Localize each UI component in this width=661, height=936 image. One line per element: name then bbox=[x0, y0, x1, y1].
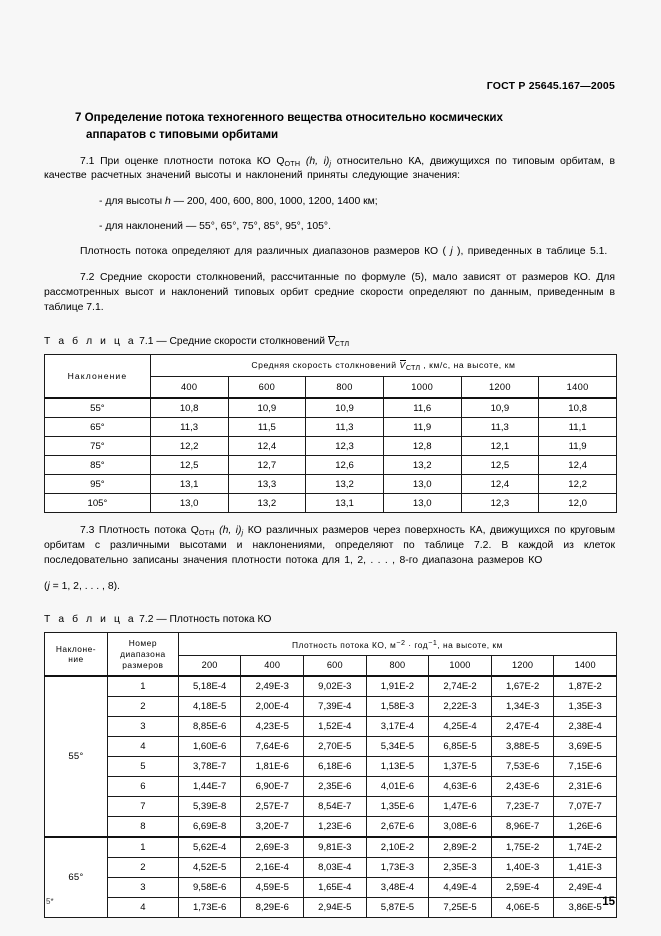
header-incl-line1: Наклоне- bbox=[55, 643, 97, 654]
cell-value: 1,13E-5 bbox=[366, 757, 429, 777]
page-footer bbox=[44, 886, 617, 908]
p73-text-c: КО различных размеров через поверхность КА, движущихся по круговым орбитам с различными высотами и наклонениями, определяют по таблице 7.2. В каждой из клеток последовательно записаны значения плотности потока для 1, 2, . . . , 8-го диапазона размеров КО bbox=[44, 525, 615, 566]
cell-value: 5,87E-5 bbox=[366, 898, 429, 918]
table-row bbox=[45, 757, 617, 777]
cell-value: 2,43E-6 bbox=[491, 777, 554, 797]
caption-prefix: Т а б л и ц а bbox=[44, 614, 137, 626]
cell-range-number: 7 bbox=[107, 797, 178, 817]
cell-range-number: 3 bbox=[107, 878, 178, 898]
cell-range-number: 3 bbox=[107, 717, 178, 737]
cell-inclination: 95° bbox=[45, 475, 151, 494]
table-7-1-col-1000: 1000 bbox=[383, 377, 461, 399]
p73-text-a: 7.3 Плотность потока Q bbox=[80, 525, 199, 537]
p73-text-b: (h, i) bbox=[214, 525, 242, 537]
table-row bbox=[45, 717, 617, 737]
cell-value: 11,5 bbox=[228, 418, 306, 437]
cell-value: 1,40E-3 bbox=[491, 858, 554, 878]
cell-value: 2,89E-2 bbox=[429, 837, 492, 858]
dash1-post: — 200, 400, 600, 800, 1000, 1200, 1400 км; bbox=[170, 195, 378, 207]
cell-value: 10,9 bbox=[461, 398, 539, 418]
table-row bbox=[45, 475, 617, 494]
cell-value: 1,87E-2 bbox=[554, 676, 617, 697]
clause-title-line1: 7 Определение потока техногенного вещества относительно космических bbox=[75, 111, 503, 124]
cell-value: 6,69E-8 bbox=[178, 817, 241, 838]
cell-range-number: 5 bbox=[107, 757, 178, 777]
cell-value: 2,00E-4 bbox=[241, 697, 304, 717]
dash1-variable: h bbox=[164, 195, 171, 207]
table-row bbox=[45, 456, 617, 475]
cell-value: 3,17E-4 bbox=[366, 717, 429, 737]
cell-value: 1,73E-6 bbox=[178, 898, 241, 918]
cell-value: 11,6 bbox=[383, 398, 461, 418]
cell-value: 10,8 bbox=[539, 398, 617, 418]
cell-range-number: 2 bbox=[107, 858, 178, 878]
span-symbol-sub: СТЛ bbox=[405, 362, 421, 372]
cell-value: 13,0 bbox=[383, 475, 461, 494]
cell-inclination: 75° bbox=[45, 437, 151, 456]
table-7-2-col-1000: 1000 bbox=[429, 656, 492, 677]
cell-value: 12,2 bbox=[539, 475, 617, 494]
clause-title bbox=[44, 110, 617, 144]
table-7-2-col-1400: 1400 bbox=[554, 656, 617, 677]
cell-value: 12,3 bbox=[461, 494, 539, 513]
table-row bbox=[45, 398, 617, 418]
table-7-2-header-row-1 bbox=[45, 633, 617, 656]
cell-range-number: 8 bbox=[107, 817, 178, 838]
cell-value: 7,53E-6 bbox=[491, 757, 554, 777]
table-7-1-header-span bbox=[150, 355, 616, 377]
span-text-a: Средняя скорость столкновений bbox=[251, 359, 400, 370]
cell-value: 9,02E-3 bbox=[304, 676, 367, 697]
cell-value: 1,52E-4 bbox=[304, 717, 367, 737]
table-7-2-col-1200: 1200 bbox=[491, 656, 554, 677]
cell-value: 5,18E-4 bbox=[178, 676, 241, 697]
cell-range-number: 4 bbox=[107, 898, 178, 918]
cell-value: 5,34E-5 bbox=[366, 737, 429, 757]
cell-value: 2,22E-3 bbox=[429, 697, 492, 717]
table-7-2-col-200: 200 bbox=[178, 656, 241, 677]
cell-inclination: 65° bbox=[45, 418, 151, 437]
cell-value: 1,47E-6 bbox=[429, 797, 492, 817]
cell-value: 13,2 bbox=[306, 475, 384, 494]
cell-value: 7,07E-7 bbox=[554, 797, 617, 817]
cell-value: 4,49E-4 bbox=[429, 878, 492, 898]
table-row bbox=[45, 697, 617, 717]
cell-value: 1,44E-7 bbox=[178, 777, 241, 797]
cell-value: 7,25E-5 bbox=[429, 898, 492, 918]
cell-value: 11,1 bbox=[539, 418, 617, 437]
table-row bbox=[45, 797, 617, 817]
table-7-2-header-range bbox=[107, 633, 178, 677]
cell-value: 4,23E-5 bbox=[241, 717, 304, 737]
cell-value: 4,52E-5 bbox=[178, 858, 241, 878]
cell-value: 11,3 bbox=[306, 418, 384, 437]
table-row bbox=[45, 837, 617, 858]
table-row bbox=[45, 817, 617, 838]
cell-value: 11,9 bbox=[383, 418, 461, 437]
span-text-b: , км/с, на высоте, км bbox=[420, 359, 516, 370]
cell-value: 7,64E-6 bbox=[241, 737, 304, 757]
cell-value: 9,81E-3 bbox=[304, 837, 367, 858]
cell-value: 1,37E-5 bbox=[429, 757, 492, 777]
table-row bbox=[45, 437, 617, 456]
span-sup-2: −1 bbox=[428, 637, 438, 647]
cell-value: 12,5 bbox=[461, 456, 539, 475]
cell-inclination-group: 65° bbox=[45, 837, 108, 918]
table-7-2-header-inclination bbox=[45, 633, 108, 677]
cell-value: 11,3 bbox=[461, 418, 539, 437]
cell-range-number: 1 bbox=[107, 837, 178, 858]
cell-value: 1,35E-6 bbox=[366, 797, 429, 817]
caption-text: 7.1 — Средние скорости столкновений bbox=[139, 335, 326, 347]
span-text-a: Плотность потока КО, м bbox=[292, 640, 397, 651]
paragraph-7-1-dash-1 bbox=[44, 195, 617, 210]
cell-value: 13,0 bbox=[150, 494, 228, 513]
table-7-1-col-800: 800 bbox=[306, 377, 384, 399]
cell-value: 12,4 bbox=[228, 437, 306, 456]
cell-value: 11,3 bbox=[150, 418, 228, 437]
table-row bbox=[45, 676, 617, 697]
cell-value: 8,03E-4 bbox=[304, 858, 367, 878]
cell-value: 1,67E-2 bbox=[491, 676, 554, 697]
cell-value: 10,8 bbox=[150, 398, 228, 418]
table-7-1 bbox=[44, 354, 617, 513]
cell-value: 2,70E-5 bbox=[304, 737, 367, 757]
cell-value: 4,25E-4 bbox=[429, 717, 492, 737]
cell-inclination: 85° bbox=[45, 456, 151, 475]
cell-value: 6,85E-5 bbox=[429, 737, 492, 757]
table-7-1-header-row-1 bbox=[45, 355, 617, 377]
cell-value: 12,4 bbox=[539, 456, 617, 475]
paragraph-7-3-tail: (j = 1, 2, . . . , 8). bbox=[44, 580, 120, 592]
page-content bbox=[44, 28, 617, 914]
cell-value: 12,2 bbox=[150, 437, 228, 456]
header-range-line2: диапазона bbox=[120, 648, 166, 659]
table-7-1-caption bbox=[44, 336, 617, 348]
cell-value: 13,0 bbox=[383, 494, 461, 513]
paragraph-7-1-tail bbox=[44, 245, 617, 260]
cell-range-number: 1 bbox=[107, 676, 178, 697]
cell-value: 12,3 bbox=[306, 437, 384, 456]
caption-text: 7.2 — Плотность потока КО bbox=[139, 614, 272, 626]
table-row bbox=[45, 777, 617, 797]
cell-value: 7,23E-7 bbox=[491, 797, 554, 817]
span-symbol-bar: V bbox=[399, 359, 406, 370]
cell-value: 3,88E-5 bbox=[491, 737, 554, 757]
cell-value: 2,67E-6 bbox=[366, 817, 429, 838]
cell-value: 8,85E-6 bbox=[178, 717, 241, 737]
span-text-b: , на высоте, км bbox=[437, 640, 503, 651]
cell-value: 12,5 bbox=[150, 456, 228, 475]
cell-value: 2,69E-3 bbox=[241, 837, 304, 858]
cell-value: 12,0 bbox=[539, 494, 617, 513]
table-7-2-col-800: 800 bbox=[366, 656, 429, 677]
cell-range-number: 2 bbox=[107, 697, 178, 717]
cell-value: 6,18E-6 bbox=[304, 757, 367, 777]
paragraph-7-1-dash-2: - для наклонений — 55°, 65°, 75°, 85°, 95°, 105°. bbox=[99, 220, 331, 232]
caption-prefix: Т а б л и ц а bbox=[44, 335, 137, 347]
cell-value: 1,41E-3 bbox=[554, 858, 617, 878]
cell-inclination: 55° bbox=[45, 398, 151, 418]
cell-value: 3,78E-7 bbox=[178, 757, 241, 777]
table-row bbox=[45, 737, 617, 757]
cell-value: 12,6 bbox=[306, 456, 384, 475]
cell-value: 1,26E-6 bbox=[554, 817, 617, 838]
clause-title-line2: аппаратов с типовыми орбитами bbox=[86, 127, 279, 141]
cell-value: 2,57E-7 bbox=[241, 797, 304, 817]
cell-value: 8,29E-6 bbox=[241, 898, 304, 918]
header-incl-line2: ние bbox=[68, 654, 84, 665]
cell-value: 3,20E-7 bbox=[241, 817, 304, 838]
signature-mark: 5* bbox=[46, 897, 54, 906]
cell-value: 12,4 bbox=[461, 475, 539, 494]
cell-value: 13,2 bbox=[228, 494, 306, 513]
cell-value: 2,49E-3 bbox=[241, 676, 304, 697]
header-range-line3: размеров bbox=[122, 659, 164, 670]
cell-value: 1,34E-3 bbox=[491, 697, 554, 717]
caption-symbol-bar: V bbox=[327, 335, 335, 347]
cell-value: 1,65E-4 bbox=[304, 878, 367, 898]
table-7-1-col-600: 600 bbox=[228, 377, 306, 399]
cell-value: 13,3 bbox=[228, 475, 306, 494]
cell-value: 12,8 bbox=[383, 437, 461, 456]
cell-value: 12,7 bbox=[228, 456, 306, 475]
p73-subscript: ОТН bbox=[198, 528, 215, 538]
cell-range-number: 4 bbox=[107, 737, 178, 757]
cell-value: 2,94E-5 bbox=[304, 898, 367, 918]
table-7-2-col-400: 400 bbox=[241, 656, 304, 677]
cell-value: 7,15E-6 bbox=[554, 757, 617, 777]
running-head: ГОСТ Р 25645.167—2005 bbox=[486, 80, 615, 92]
cell-value: 6,90E-7 bbox=[241, 777, 304, 797]
cell-value: 13,2 bbox=[383, 456, 461, 475]
cell-value: 2,10E-2 bbox=[366, 837, 429, 858]
p71-subscript: ОТН bbox=[284, 158, 301, 168]
paragraph-7-1 bbox=[44, 155, 617, 185]
cell-value: 4,06E-5 bbox=[491, 898, 554, 918]
page-number: 15 bbox=[602, 896, 615, 908]
cell-value: 11,9 bbox=[539, 437, 617, 456]
dash1-pre: - для высоты bbox=[99, 195, 165, 207]
cell-value: 10,9 bbox=[306, 398, 384, 418]
cell-value: 13,1 bbox=[150, 475, 228, 494]
cell-value: 2,16E-4 bbox=[241, 858, 304, 878]
cell-value: 7,39E-4 bbox=[304, 697, 367, 717]
p71-text-a: 7.1 При оценке плотности потока КО Q bbox=[80, 155, 285, 167]
cell-value: 4,59E-5 bbox=[241, 878, 304, 898]
p71-tail-variable: j bbox=[450, 246, 453, 258]
cell-value: 4,01E-6 bbox=[366, 777, 429, 797]
cell-value: 3,48E-4 bbox=[366, 878, 429, 898]
cell-value: 3,69E-5 bbox=[554, 737, 617, 757]
table-row bbox=[45, 494, 617, 513]
cell-value: 13,1 bbox=[306, 494, 384, 513]
cell-value: 12,1 bbox=[461, 437, 539, 456]
table-row bbox=[45, 418, 617, 437]
table-row bbox=[45, 858, 617, 878]
cell-value: 2,59E-4 bbox=[491, 878, 554, 898]
cell-value: 1,23E-6 bbox=[304, 817, 367, 838]
cell-value: 2,47E-4 bbox=[491, 717, 554, 737]
p71-text-b: (h, i) bbox=[300, 155, 330, 167]
span-text-mid: · год bbox=[405, 640, 429, 651]
cell-value: 9,58E-6 bbox=[178, 878, 241, 898]
cell-value: 5,62E-4 bbox=[178, 837, 241, 858]
cell-value: 2,31E-6 bbox=[554, 777, 617, 797]
table-7-1-col-400: 400 bbox=[150, 377, 228, 399]
cell-value: 1,75E-2 bbox=[491, 837, 554, 858]
p71-tail-a: Плотность потока определяют для различных диапазонов размеров КО ( bbox=[80, 246, 451, 258]
table-7-2-col-600: 600 bbox=[304, 656, 367, 677]
cell-value: 10,9 bbox=[228, 398, 306, 418]
cell-value: 8,54E-7 bbox=[304, 797, 367, 817]
cell-range-number: 6 bbox=[107, 777, 178, 797]
p73-tail-variable: j bbox=[47, 580, 50, 592]
table-7-1-col-1200: 1200 bbox=[461, 377, 539, 399]
cell-value: 2,35E-6 bbox=[304, 777, 367, 797]
cell-value: 2,38E-4 bbox=[554, 717, 617, 737]
table-7-2 bbox=[44, 632, 617, 918]
cell-value: 4,18E-5 bbox=[178, 697, 241, 717]
p73-subscript-j: j bbox=[241, 528, 244, 538]
cell-value: 1,58E-3 bbox=[366, 697, 429, 717]
paragraph-7-3 bbox=[44, 524, 617, 568]
table-7-2-header-span bbox=[178, 633, 616, 656]
p71-tail-b: ), приведенных в таблице 5.1. bbox=[452, 246, 608, 258]
cell-value: 8,96E-7 bbox=[491, 817, 554, 838]
table-7-1-header-inclination: Наклонение bbox=[45, 355, 151, 399]
cell-value: 1,60E-6 bbox=[178, 737, 241, 757]
p73-tail-text: = 1, 2, . . . , 8). bbox=[49, 580, 120, 592]
cell-value: 1,35E-3 bbox=[554, 697, 617, 717]
table-7-1-col-1400: 1400 bbox=[539, 377, 617, 399]
cell-inclination-group: 55° bbox=[45, 676, 108, 837]
cell-value: 4,63E-6 bbox=[429, 777, 492, 797]
cell-value: 3,86E-5 bbox=[554, 898, 617, 918]
cell-value: 3,08E-6 bbox=[429, 817, 492, 838]
p71-subscript-j: j bbox=[329, 158, 332, 168]
table-7-2-caption bbox=[44, 614, 617, 625]
paragraph-7-2: 7.2 Средние скорости столкновений, рассчитанные по формуле (5), мало зависят от размеров КО. Для рассмотренных высот и наклонений типовых орбит средние скорости определяют по данным, приведенным в таблице 7.1. bbox=[44, 272, 615, 313]
cell-value: 1,74E-2 bbox=[554, 837, 617, 858]
cell-value: 1,91E-2 bbox=[366, 676, 429, 697]
caption-symbol-sub: СТЛ bbox=[334, 338, 350, 348]
cell-value: 2,74E-2 bbox=[429, 676, 492, 697]
cell-value: 5,39E-8 bbox=[178, 797, 241, 817]
cell-value: 1,81E-6 bbox=[241, 757, 304, 777]
cell-value: 2,35E-3 bbox=[429, 858, 492, 878]
cell-value: 2,49E-4 bbox=[554, 878, 617, 898]
cell-value: 1,73E-3 bbox=[366, 858, 429, 878]
header-range-line1: Номер bbox=[128, 638, 157, 649]
cell-inclination: 105° bbox=[45, 494, 151, 513]
span-sup-1: −2 bbox=[396, 637, 406, 647]
p71-text-c: относительно КА, движущихся по типовым орбитам, в качестве расчетных значений высоты и наклонений приняты следующие значения: bbox=[44, 155, 616, 182]
